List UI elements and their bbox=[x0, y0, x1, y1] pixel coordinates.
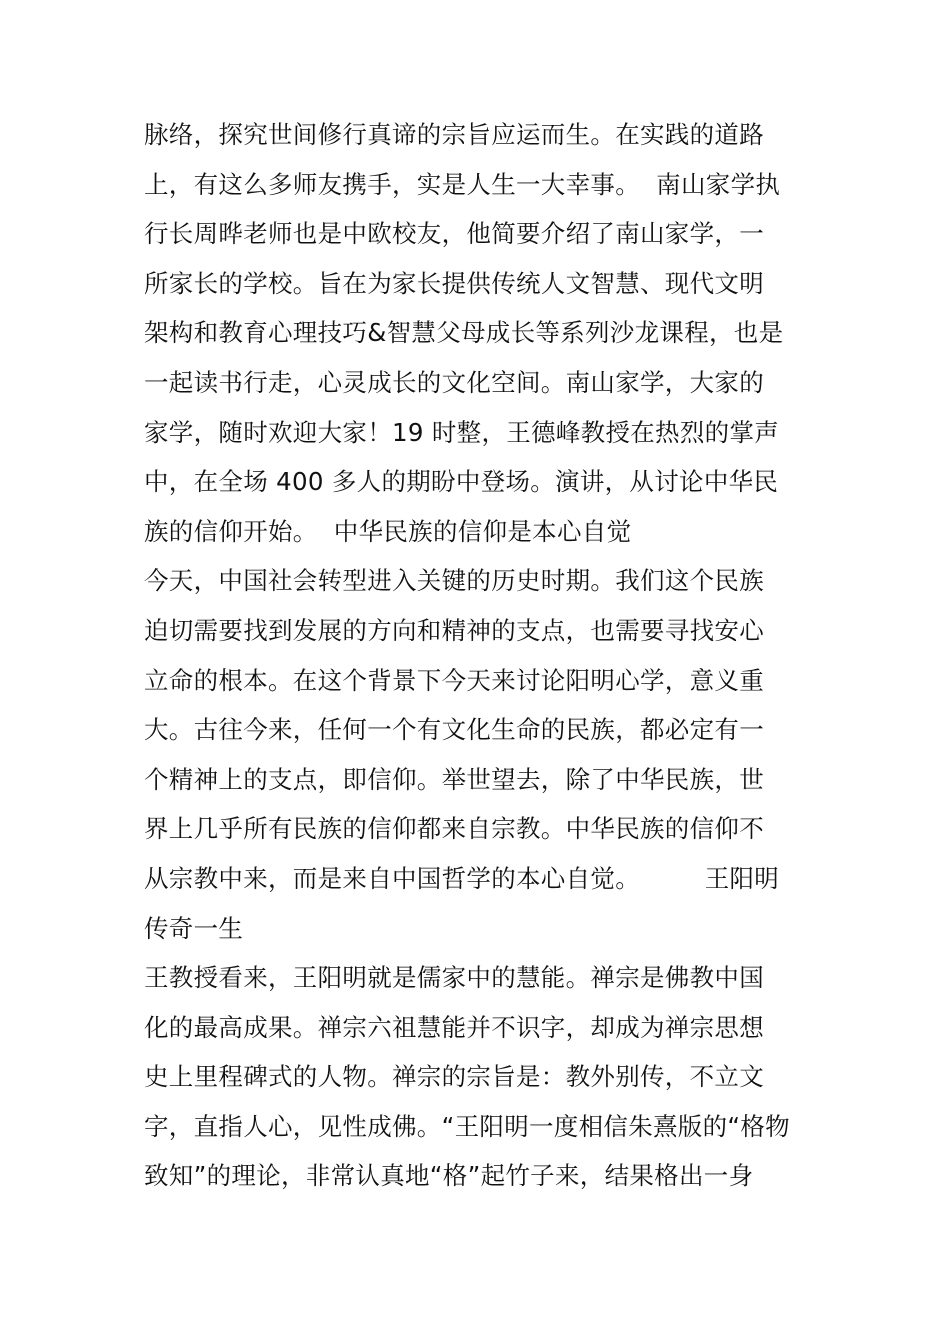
text-line: 传奇一生 bbox=[144, 913, 244, 943]
text-line: 字，直指人心，见性成佛。“王阳明一度相信朱熹版的“格物 bbox=[144, 1111, 790, 1141]
text-line: 族的信仰开始。 中华民族的信仰是本心自觉 bbox=[144, 516, 632, 546]
text-line: 上，有这么多师友携手，实是人生一大幸事。 南山家学执 bbox=[144, 169, 781, 199]
text-line: 所家长的学校。旨在为家长提供传统人文智慧、现代文明 bbox=[144, 268, 764, 298]
text-line: 迫切需要找到发展的方向和精神的支点，也需要寻找安心 bbox=[144, 615, 764, 645]
body-text bbox=[144, 110, 824, 1201]
text-line: 家学，随时欢迎大家！19 时整，王德峰教授在热烈的掌声 bbox=[144, 417, 780, 447]
text-line: 中，在全场 400 多人的期盼中登场。演讲，从讨论中华民 bbox=[144, 467, 779, 497]
text-line: 界上几乎所有民族的信仰都来自宗教。中华民族的信仰不 bbox=[144, 814, 764, 844]
text-line: 脉络，探究世间修行真谛的宗旨应运而生。在实践的道路 bbox=[144, 120, 764, 149]
text-line: 大。古往今来，任何一个有文化生命的民族，都必定有一 bbox=[144, 715, 764, 745]
text-line: 个精神上的支点，即信仰。举世望去，除了中华民族，世 bbox=[144, 764, 764, 794]
text-line: 王教授看来，王阳明就是儒家中的慧能。禅宗是佛教中国 bbox=[144, 963, 764, 993]
text-line: 致知”的理论，非常认真地“格”起竹子来，结果格出一身 bbox=[144, 1161, 754, 1191]
text-line: 行长周晔老师也是中欧校友，他简要介绍了南山家学，一 bbox=[144, 219, 764, 249]
text-line: 从宗教中来，而是来自中国哲学的本心自觉。 王阳明 bbox=[144, 863, 780, 893]
text-line: 化的最高成果。禅宗六祖慧能并不识字，却成为禅宗思想 bbox=[144, 1012, 764, 1042]
text-line: 架构和教育心理技巧&智慧父母成长等系列沙龙课程，也是 bbox=[144, 318, 784, 348]
text-line: 一起读书行走，心灵成长的文化空间。南山家学，大家的 bbox=[144, 367, 764, 397]
text-line: 史上里程碑式的人物。禅宗的宗旨是：教外别传，不立文 bbox=[144, 1062, 764, 1092]
text-line: 立命的根本。在这个背景下今天来讨论阳明心学，意义重 bbox=[144, 665, 764, 695]
text-line: 今天，中国社会转型进入关键的历史时期。我们这个民族 bbox=[144, 566, 764, 596]
